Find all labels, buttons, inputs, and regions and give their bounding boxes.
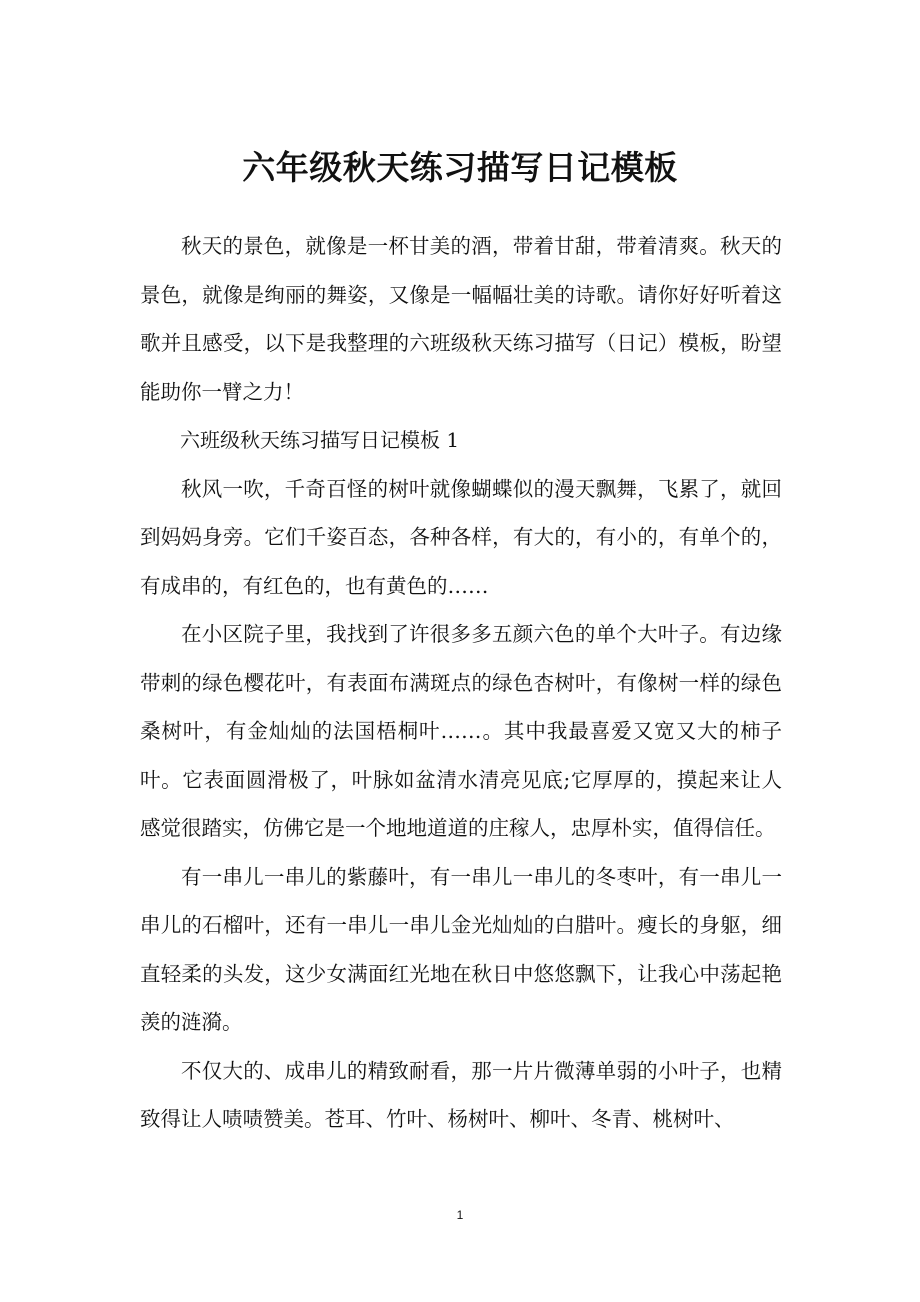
- body-paragraph-3: 有一串儿一串儿的紫藤叶，有一串儿一串儿的冬枣叶，有一串儿一串儿的石榴叶，还有一串儿一串儿金光灿灿的白腊叶。瘦长的身躯，细直轻柔的头发，这少女满面红光地在秋日中悠悠飘下，让我心中荡起艳羡的涟漪。: [140, 864, 782, 1034]
- body-paragraph-1: 秋风一吹，千奇百怪的树叶就像蝴蝶似的漫天飘舞，飞累了，就回到妈妈身旁。它们千姿百态，各种各样，有大的，有小的，有单个的，有成串的，有红色的，也有黄色的……: [140, 476, 782, 598]
- page-number: 1: [456, 1208, 464, 1222]
- document-title: 六年级秋天练习描写日记模板: [242, 148, 678, 187]
- body-paragraph-4: 不仅大的、成串儿的精致耐看，那一片片微薄单弱的小叶子，也精致得让人啧啧赞美。苍耳、竹叶、杨树叶、柳叶、冬青、桃树叶、: [140, 1058, 782, 1131]
- body-paragraph-2: 在小区院子里，我找到了许很多多五颜六色的单个大叶子。有边缘带刺的绿色樱花叶，有表面布满斑点的绿色杏树叶，有像树一样的绿色桑树叶，有金灿灿的法国梧桐叶……。其中我最喜爱又宽又大的柿子叶。它表面圆滑极了，叶脉如盆清水清亮见底;它厚厚的，摸起来让人感觉很踏实，仿佛它是一个地地道道的庄稼人，忠厚朴实，值得信任。: [140, 622, 782, 840]
- intro-paragraph: 秋天的景色，就像是一杯甘美的酒，带着甘甜，带着清爽。秋天的景色，就像是绚丽的舞姿，又像是一幅幅壮美的诗歌。请你好好听着这歌并且感受，以下是我整理的六班级秋天练习描写（日记）模板，盼望能助你一臂之力！: [140, 234, 782, 404]
- document-body: [140, 222, 782, 1144]
- section-heading: 六班级秋天练习描写日记模板 1: [180, 428, 460, 452]
